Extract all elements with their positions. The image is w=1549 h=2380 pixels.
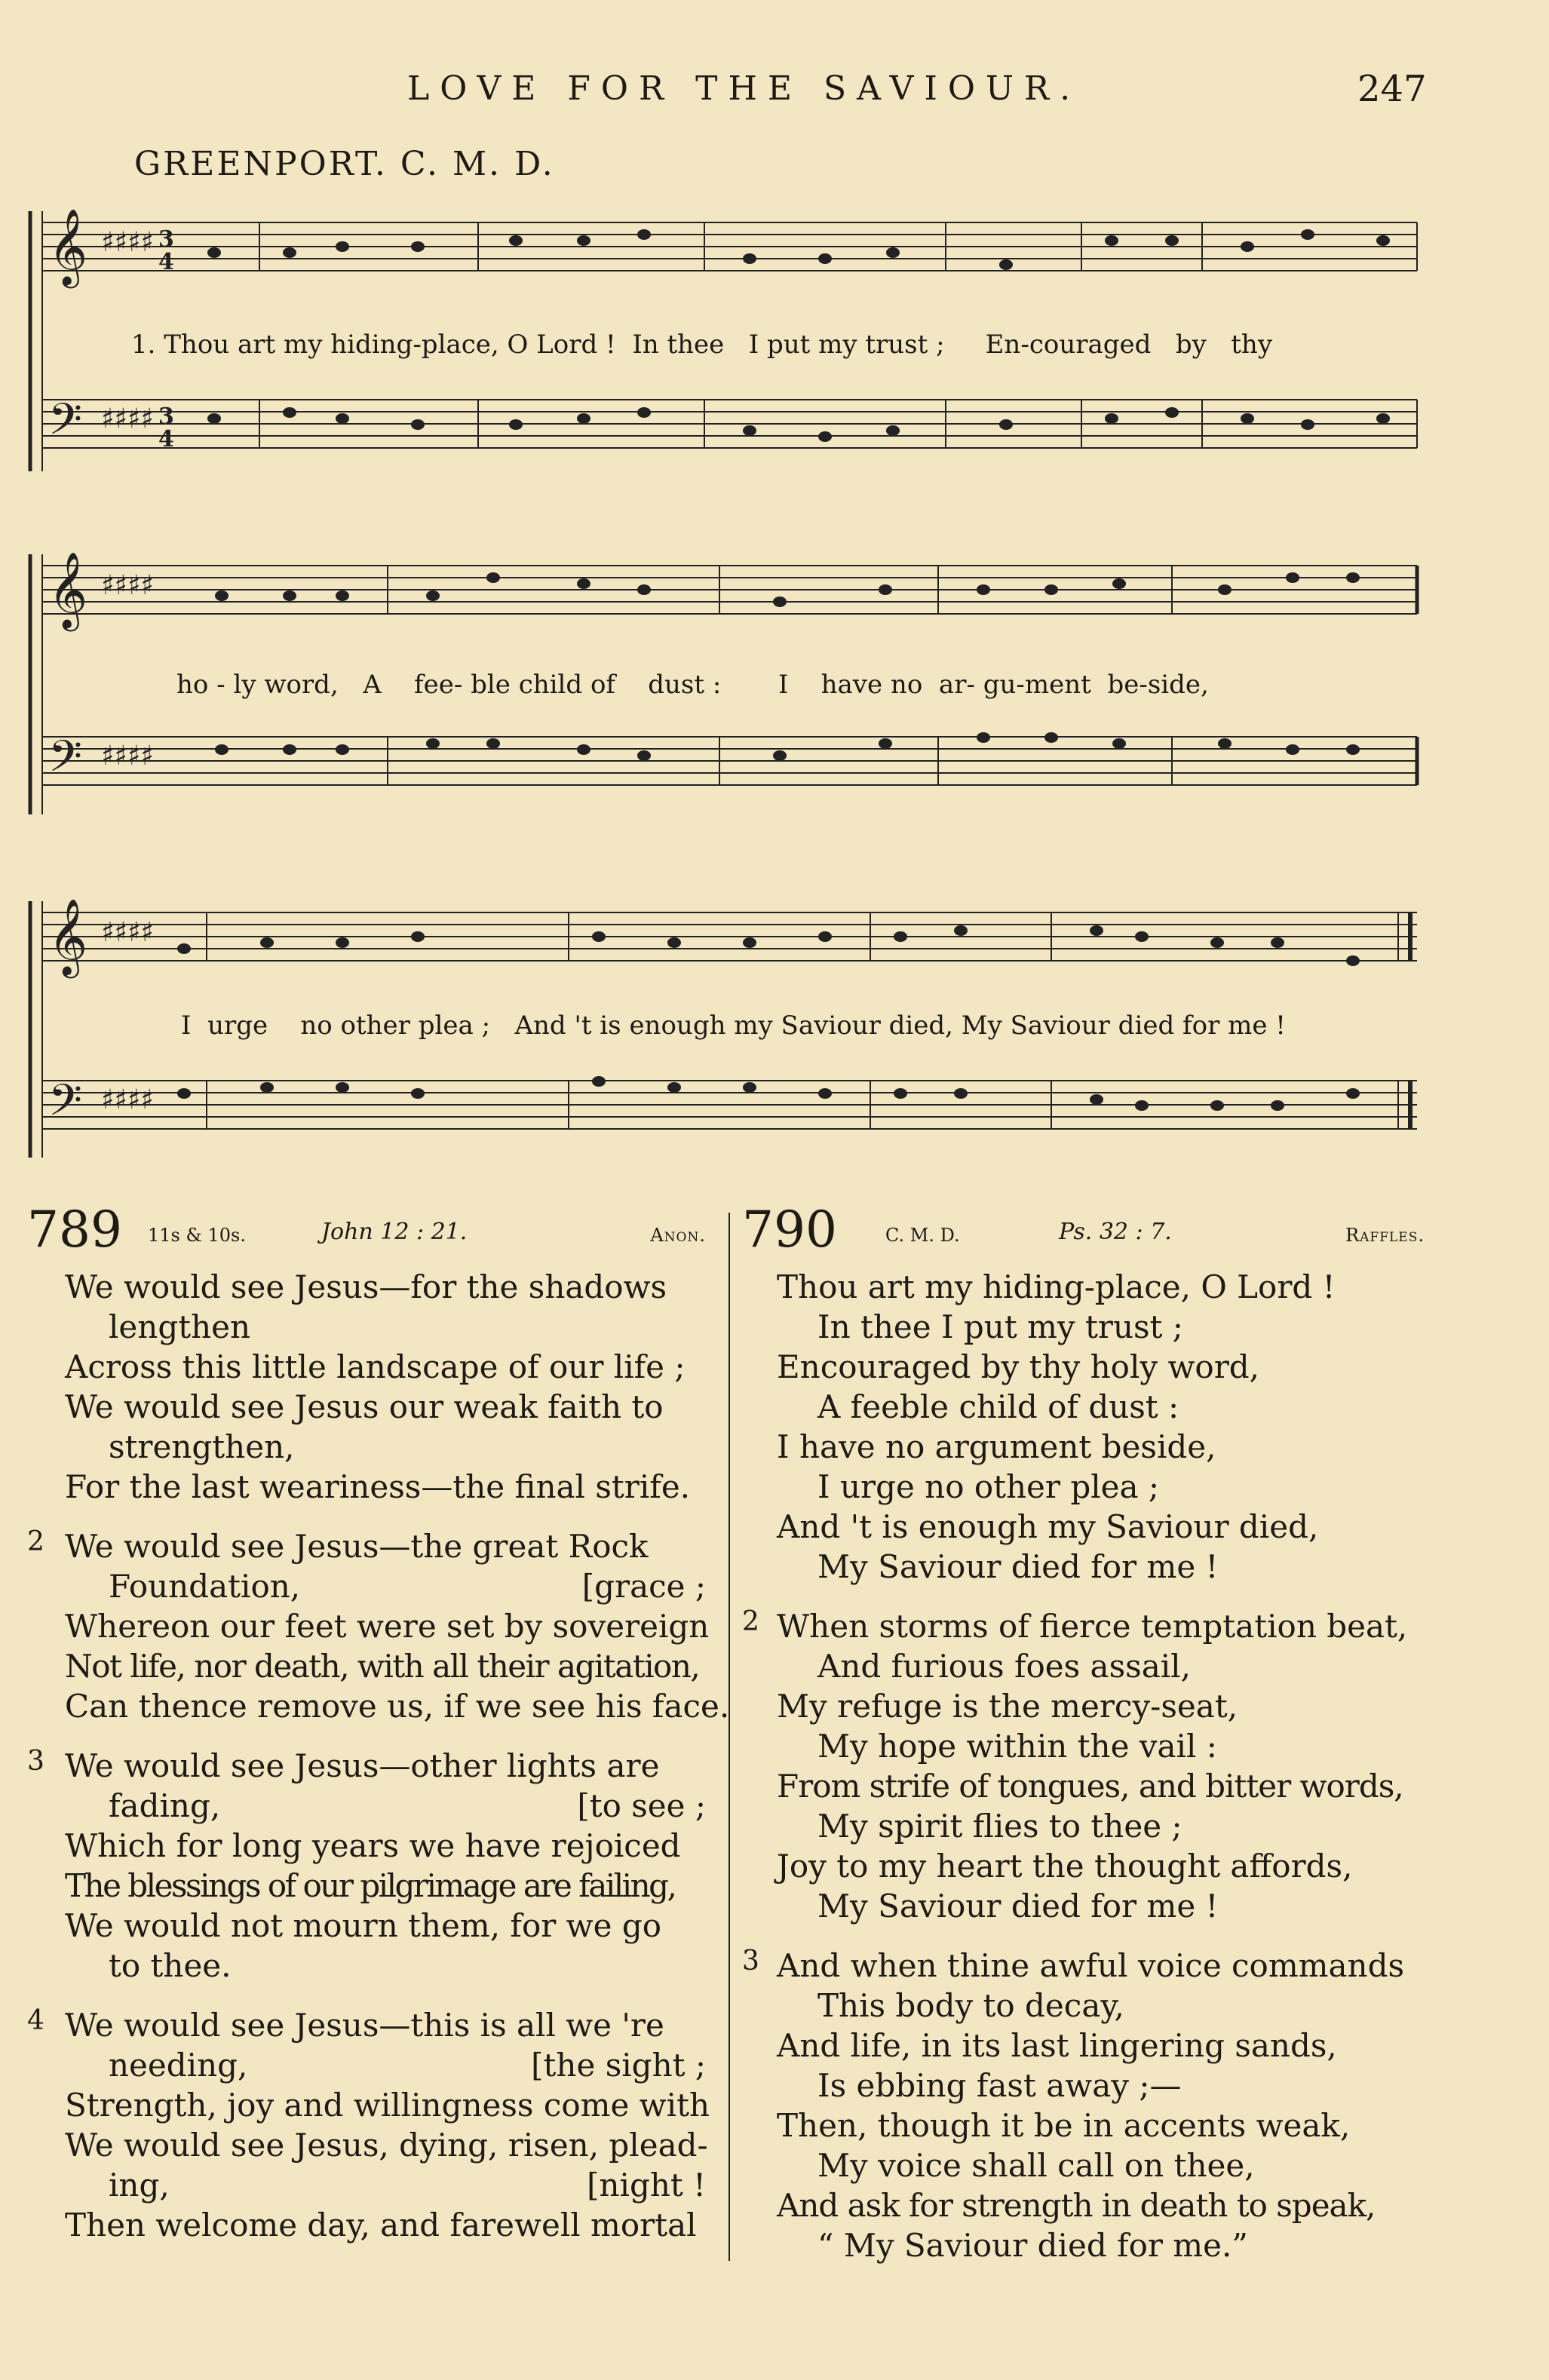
page-number: 247 [1357,68,1427,110]
verse-line: Is ebbing fast away ;— [817,2067,1182,2104]
verse-3 [27,1746,706,1986]
verse-line: And 't is enough my Saviour died, [777,1508,1319,1545]
svg-text:4: 4 [158,426,174,452]
verse-1 [27,1267,706,1507]
verse-line: For the last weariness—the final strife. [65,1468,691,1505]
verse-line: And life, in its last lingering sands, [777,2027,1337,2064]
verse-line: And ask for strength in death to speak, [777,2187,1376,2224]
lyric-line-2: ho - ly word, A fee- ble child of dust : I have no ar- gu-ment be-side, [176,670,1209,700]
verse-line: Not life, nor death, with all their agitation, [65,1648,700,1685]
verse-line: My refuge is the mercy-seat, [777,1688,1238,1725]
verse-line: Can thence remove us, if we see his face. [65,1688,730,1725]
verse-line: My Saviour died for me ! [817,1548,1219,1585]
svg-text:♯♯♯♯: ♯♯♯♯ [101,917,154,948]
svg-text:𝄢: 𝄢 [48,394,83,455]
hymn-meter: 11s & 10s. [148,1225,246,1246]
verse-number: 2 [27,1526,44,1557]
verse-line: Thou art my hiding-place, O Lord ! [777,1268,1336,1305]
verse-line: My spirit flies to thee ; [817,1808,1182,1845]
hymn-790 [742,1201,1425,2285]
verse-line: We would not mourn them, for we go [65,1907,662,1944]
verse-line: My Saviour died for me ! [817,1888,1219,1925]
svg-text:3: 3 [158,226,174,253]
verse-line: Then welcome day, and farewell mortal [65,2207,697,2244]
verse-line: needing, [the sight ; [109,2047,706,2084]
svg-text:𝄢: 𝄢 [48,1075,83,1136]
verse-line: We would see Jesus, dying, risen, plead- [65,2127,708,2164]
verse-number: 3 [27,1746,44,1777]
verse-line: We would see Jesus—other lights are [65,1747,660,1784]
lyric-line-3: I urge no other plea ; And 't is enough my Saviour died, My Saviour died for me ! [181,1011,1286,1041]
verse-number: 2 [742,1606,759,1637]
running-header: LOVE FOR THE SAVIOUR. [407,69,1081,108]
verse-number: 4 [27,2005,44,2036]
column-divider [728,1213,730,2261]
verse-line: My voice shall call on thee, [817,2147,1255,2184]
verse-line: From strife of tongues, and bitter words, [777,1768,1403,1805]
svg-text:♯♯♯♯: ♯♯♯♯ [101,570,154,601]
verse-line: We would see Jesus—this is all we 're [65,2007,664,2044]
hymn-789-header [27,1201,706,1267]
verse-line: Whereon our feet were set by sovereign [65,1608,710,1645]
verse-line: lengthen [109,1308,251,1345]
verse-line: My hope within the vail : [817,1728,1217,1765]
verse-line: to thee. [109,1947,232,1984]
verse-1 [742,1267,1425,1587]
verse-line: ing, [night ! [109,2167,706,2204]
hymn-number: 790 [742,1201,837,1259]
verse-line: fading, [to see ; [109,1787,706,1824]
verse-line: Across this little landscape of our life ; [65,1348,686,1385]
svg-text:𝄞: 𝄞 [48,207,88,285]
verse-line: We would see Jesus—for the shadows [65,1268,667,1305]
verse-4 [27,2005,710,2245]
verse-line: In thee I put my trust ; [817,1308,1183,1345]
svg-text:♯♯♯♯: ♯♯♯♯ [101,1084,154,1115]
hymn-scripture: Ps. 32 : 7. [1059,1219,1172,1245]
music-system-1 [26,207,1421,486]
hymn-number: 789 [27,1201,122,1259]
svg-text:𝄞: 𝄞 [48,551,88,628]
verse-line: We would see Jesus—the great Rock [65,1528,649,1565]
music-system-3 [26,867,1421,1184]
verse-line: “ My Saviour died for me.” [817,2227,1248,2264]
hymn-790-header [742,1201,1425,1267]
verse-2 [27,1526,730,1726]
svg-text:♯♯♯♯: ♯♯♯♯ [101,741,154,771]
tune-title: GREENPORT. C. M. D. [134,145,555,183]
verse-line: Then, though it be in accents weak, [777,2107,1351,2144]
verse-line: Strength, joy and willingness come with [65,2087,710,2124]
verse-line: Encouraged by thy holy word, [777,1348,1260,1385]
verse-line: The blessings of our pilgrimage are failing, [65,1867,676,1904]
hymn-789 [27,1201,730,2265]
verse-line: This body to decay, [817,1987,1124,2024]
verse-line: I have no argument beside, [777,1428,1216,1465]
hymn-scripture: John 12 : 21. [321,1219,468,1245]
verse-2 [742,1606,1425,1926]
svg-text:♯♯♯♯: ♯♯♯♯ [101,227,154,258]
verse-line: Foundation, [grace ; [109,1568,706,1605]
svg-text:3: 3 [158,403,174,430]
verse-line: Which for long years we have rejoiced [65,1827,681,1864]
svg-text:𝄢: 𝄢 [48,731,83,793]
lyric-line-1: 1. Thou art my hiding-place, O Lord ! In thee I put my trust ; En-couraged by thy [131,330,1273,360]
hymn-meter: C. M. D. [885,1225,960,1246]
hymn-author: Anon. [650,1225,706,1246]
verse-line: And when thine awful voice commands [777,1947,1405,1984]
verse-line: strengthen, [109,1428,295,1465]
verse-line: And furious foes assail, [817,1648,1191,1685]
verse-3 [742,1946,1425,2265]
verse-line: A feeble child of dust : [817,1388,1179,1425]
svg-text:𝄞: 𝄞 [48,897,88,975]
svg-text:♯♯♯♯: ♯♯♯♯ [101,403,154,434]
verse-line: I urge no other plea ; [817,1468,1160,1505]
hymn-author: Raffles. [1345,1225,1425,1246]
verse-line: Joy to my heart the thought affords, [777,1848,1353,1885]
music-system-2 [26,520,1421,837]
verse-number: 3 [742,1946,759,1977]
verse-line: We would see Jesus our weak faith to [65,1388,664,1425]
verse-line: When storms of fierce temptation beat, [777,1608,1408,1645]
svg-text:4: 4 [158,249,174,275]
